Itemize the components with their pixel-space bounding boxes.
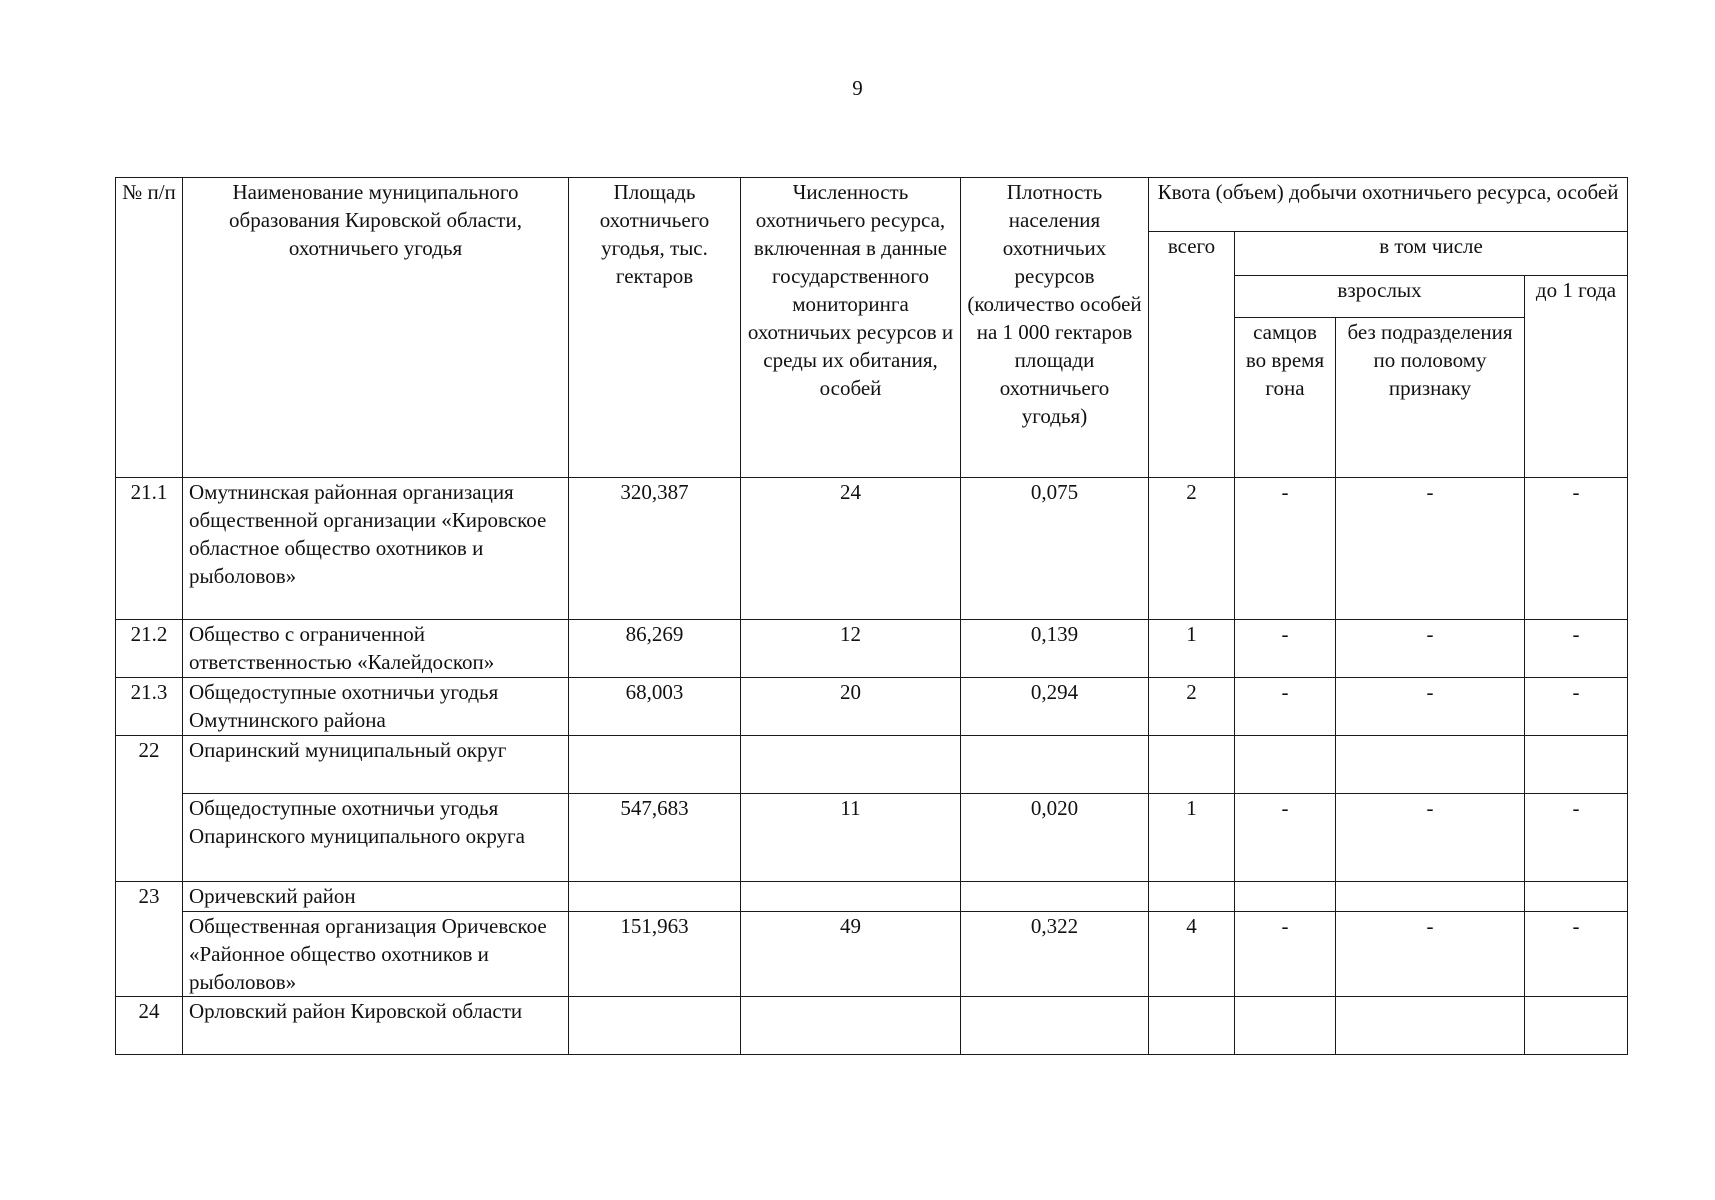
table-row (116, 478, 1628, 620)
empty-cell (741, 882, 961, 912)
row-name: Общедоступные охотничьи угодья Опаринского муниципального округа (183, 794, 569, 882)
row-total: 2 (1149, 678, 1235, 736)
row-count: 11 (741, 794, 961, 882)
empty-cell (1525, 882, 1628, 912)
header-no-gender: без подразделения по половому признаку (1336, 318, 1525, 478)
empty-cell (1149, 736, 1235, 794)
row-nogender: - (1336, 678, 1525, 736)
row-total: 2 (1149, 478, 1235, 620)
row-nogender: - (1336, 794, 1525, 882)
quota-table (115, 177, 1628, 1055)
row-area: 320,387 (569, 478, 741, 620)
row-count: 49 (741, 912, 961, 997)
header-total: всего (1149, 232, 1235, 478)
row-density: 0,322 (961, 912, 1149, 997)
header-under1: до 1 года (1525, 276, 1628, 478)
row-density: 0,139 (961, 620, 1149, 678)
row-males: - (1235, 478, 1336, 620)
row-nogender: - (1336, 912, 1525, 997)
header-num: № п/п (116, 178, 183, 478)
table-row (116, 882, 1628, 912)
empty-cell (1149, 882, 1235, 912)
header-name: Наименование муниципального образования Кировской области, охотничьего угодья (183, 178, 569, 478)
row-nogender: - (1336, 478, 1525, 620)
table-row (116, 678, 1628, 736)
row-name: Общественная организация Оричевское «Районное общество охотников и рыболовов» (183, 912, 569, 997)
empty-cell (961, 882, 1149, 912)
table-row (116, 997, 1628, 1055)
row-num: 21.2 (116, 620, 183, 678)
row-nogender: - (1336, 620, 1525, 678)
empty-cell (1336, 997, 1525, 1055)
row-total: 1 (1149, 620, 1235, 678)
header-quota: Квота (объем) добычи охотничьего ресурса, особей (1149, 178, 1628, 232)
row-total: 4 (1149, 912, 1235, 997)
row-males: - (1235, 912, 1336, 997)
header-males-rut: самцов во время гона (1235, 318, 1336, 478)
row-num: 21.3 (116, 678, 183, 736)
row-area: 547,683 (569, 794, 741, 882)
empty-cell (741, 997, 961, 1055)
row-density: 0,020 (961, 794, 1149, 882)
empty-cell (1525, 736, 1628, 794)
row-under1: - (1525, 478, 1628, 620)
row-name: Оричевский район (183, 882, 569, 912)
row-name: Общество с ограниченной ответственностью «Калейдоскоп» (183, 620, 569, 678)
header-density: Плотность населения охотничьих ресурсов (количество особей на 1 000 гектаров площади охотничьего угодья) (961, 178, 1149, 478)
table-row (116, 736, 1628, 794)
row-num: 22 (116, 736, 183, 882)
empty-cell (1149, 997, 1235, 1055)
row-count: 12 (741, 620, 961, 678)
row-count: 24 (741, 478, 961, 620)
row-under1: - (1525, 620, 1628, 678)
table-row (116, 620, 1628, 678)
empty-cell (569, 882, 741, 912)
empty-cell (741, 736, 961, 794)
row-males: - (1235, 620, 1336, 678)
row-area: 151,963 (569, 912, 741, 997)
header-adults: взрослых (1235, 276, 1525, 318)
row-num: 21.1 (116, 478, 183, 620)
empty-cell (1336, 736, 1525, 794)
row-density: 0,075 (961, 478, 1149, 620)
row-area: 86,269 (569, 620, 741, 678)
empty-cell (1235, 882, 1336, 912)
empty-cell (569, 997, 741, 1055)
row-total: 1 (1149, 794, 1235, 882)
row-count: 20 (741, 678, 961, 736)
row-under1: - (1525, 794, 1628, 882)
row-name: Общедоступные охотничьи угодья Омутнинского района (183, 678, 569, 736)
page-number: 9 (852, 76, 863, 100)
table-row (116, 912, 1628, 997)
row-males: - (1235, 794, 1336, 882)
row-density: 0,294 (961, 678, 1149, 736)
row-num: 23 (116, 882, 183, 997)
row-under1: - (1525, 678, 1628, 736)
empty-cell (1336, 882, 1525, 912)
row-name: Опаринский муниципальный округ (183, 736, 569, 794)
row-area: 68,003 (569, 678, 741, 736)
empty-cell (569, 736, 741, 794)
row-name: Орловский район Кировской области (183, 997, 569, 1055)
row-num: 24 (116, 997, 183, 1055)
empty-cell (1235, 997, 1336, 1055)
empty-cell (1235, 736, 1336, 794)
empty-cell (961, 736, 1149, 794)
row-name: Омутнинская районная организация общественной организации «Кировское областное общество охотников и рыболовов» (183, 478, 569, 620)
table-row (116, 794, 1628, 882)
empty-cell (961, 997, 1149, 1055)
header-including: в том числе (1235, 232, 1628, 276)
empty-cell (1525, 997, 1628, 1055)
row-males: - (1235, 678, 1336, 736)
header-area: Площадь охотничьего угодья, тыс. гектаров (569, 178, 741, 478)
header-count: Численность охотничьего ресурса, включенная в данные государственного мониторинга охотничьих ресурсов и среды их обитания, особей (741, 178, 961, 478)
row-under1: - (1525, 912, 1628, 997)
